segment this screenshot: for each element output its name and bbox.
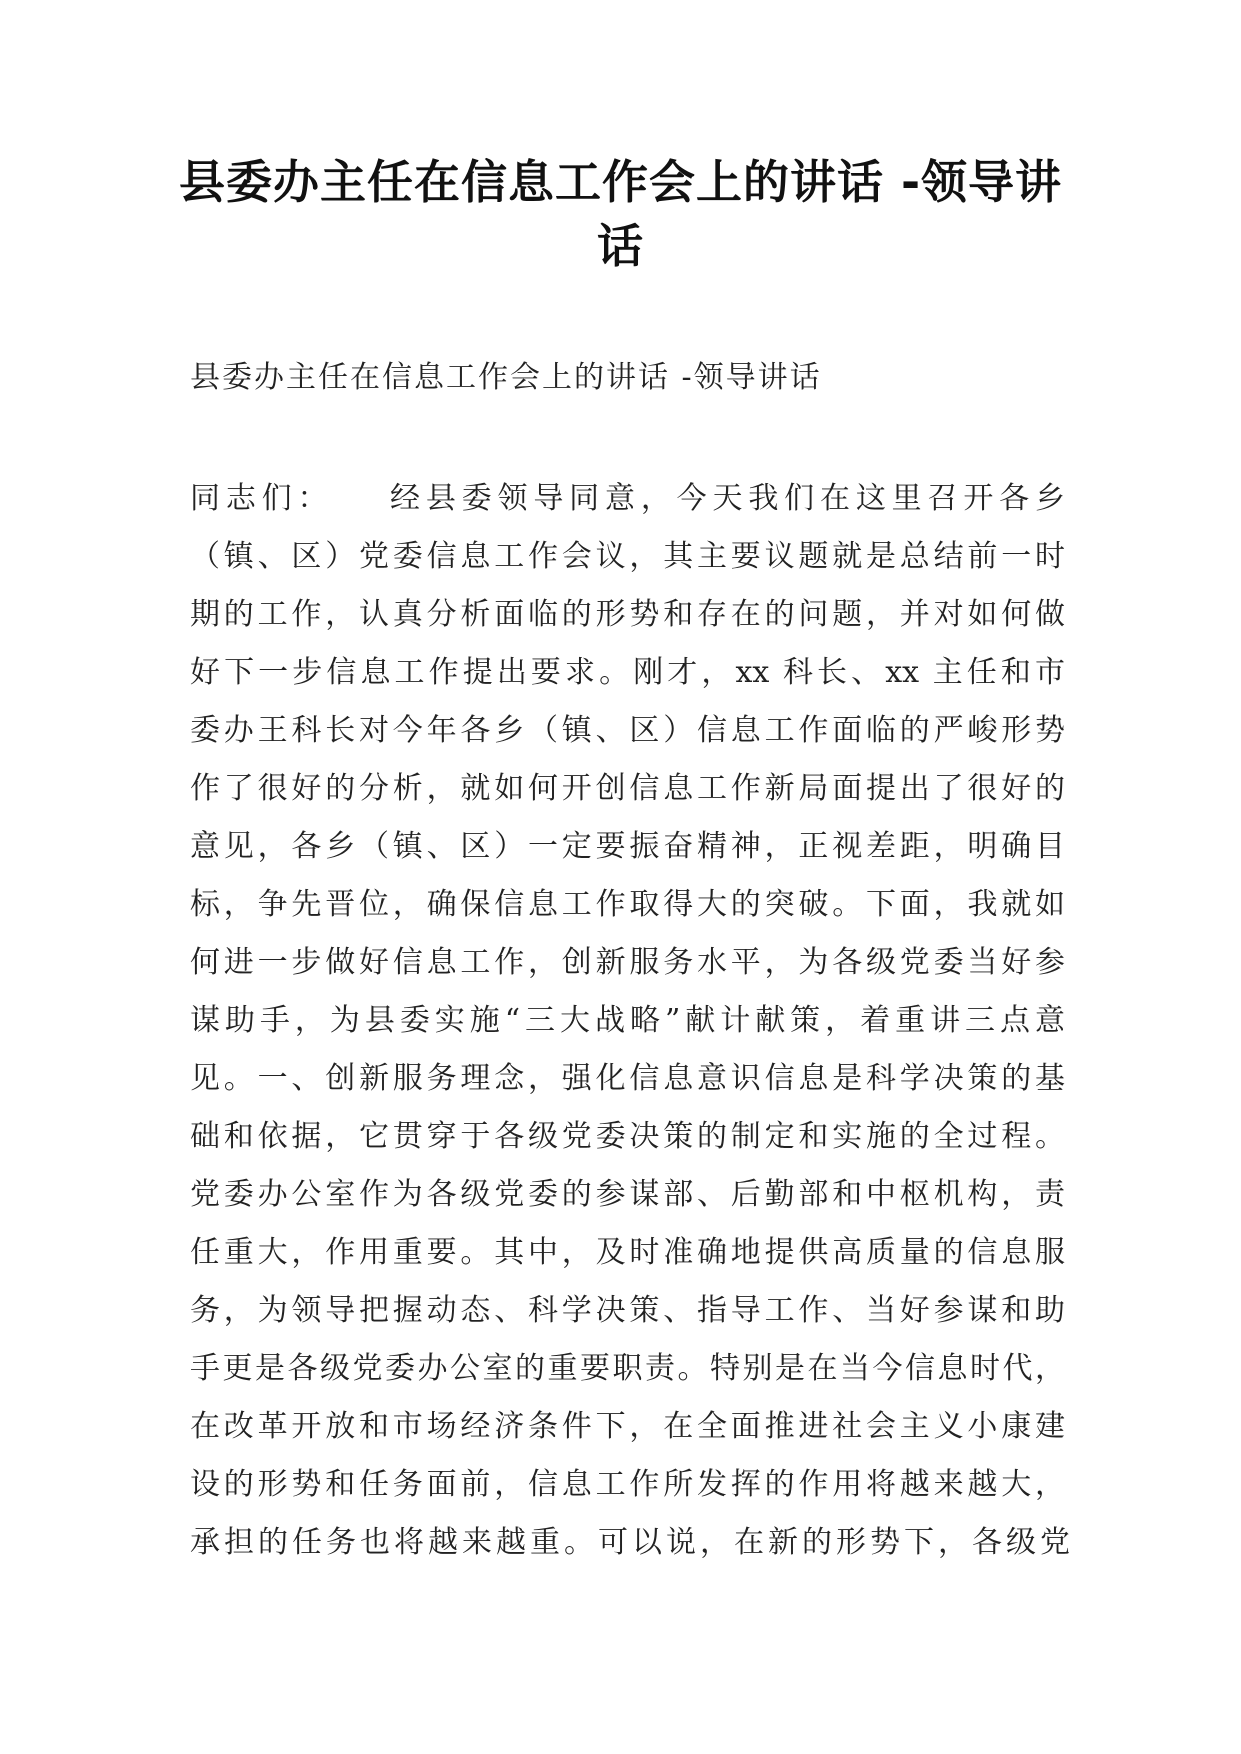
body-line: 作了很好的分析，就如何开创信息工作新局面提出了很好的 [190, 771, 1065, 806]
body-line: （镇、区）党委信息工作会议，其主要议题就是总结前一时 [190, 539, 1065, 574]
body-line: 见。一、创新服务理念，强化信息意识信息是科学决策的基 [190, 1061, 1065, 1096]
document-subtitle: 县委办主任在信息工作会上的讲话 -领导讲话 [190, 360, 822, 395]
body-line: 承担的任务也将越来越重。可以说，在新的形势下，各级党 [190, 1525, 1074, 1560]
body-line: 手更是各级党委办公室的重要职责。特别是在当今信息时代， [190, 1351, 1065, 1386]
body-line: 任重大，作用重要。其中，及时准确地提供高质量的信息服 [190, 1235, 1065, 1270]
body-line: 委办王科长对今年各乡（镇、区）信息工作面临的严峻形势 [190, 713, 1065, 748]
body-line: 何进一步做好信息工作，创新服务水平，为各级党委当好参 [190, 945, 1065, 980]
body-line: 谋助手，为县委实施“三大战略”献计献策，着重讲三点意 [190, 1003, 1065, 1038]
title-line-1: 县委办主任在信息工作会上的讲话 -领导讲 [178, 155, 1063, 209]
body-line: 础和依据，它贯穿于各级党委决策的制定和实施的全过程。 [190, 1119, 1065, 1154]
body-line: 务，为领导把握动态、科学决策、指导工作、当好参谋和助 [190, 1293, 1065, 1328]
body-line: 意见，各乡（镇、区）一定要振奋精神，正视差距，明确目 [190, 829, 1065, 864]
body-line: 设的形势和任务面前，信息工作所发挥的作用将越来越大， [190, 1467, 1065, 1502]
body-line: 期的工作，认真分析面临的形势和存在的问题，并对如何做 [190, 597, 1065, 632]
document-body [190, 470, 1074, 1572]
body-line: 在改革开放和市场经济条件下，在全面推进社会主义小康建 [190, 1409, 1065, 1444]
body-line: 好下一步信息工作提出要求。刚才，xx 科长、xx 主任和市 [190, 655, 1065, 690]
body-line: 党委办公室作为各级党委的参谋部、后勤部和中枢机构，责 [190, 1177, 1065, 1212]
title-line-2: 话 [597, 219, 644, 273]
body-line: 标，争先晋位，确保信息工作取得大的突破。下面，我就如 [190, 887, 1065, 922]
body-line: 同志们： 经县委领导同意，今天我们在这里召开各乡 [190, 481, 1065, 516]
document-title [160, 150, 1081, 278]
